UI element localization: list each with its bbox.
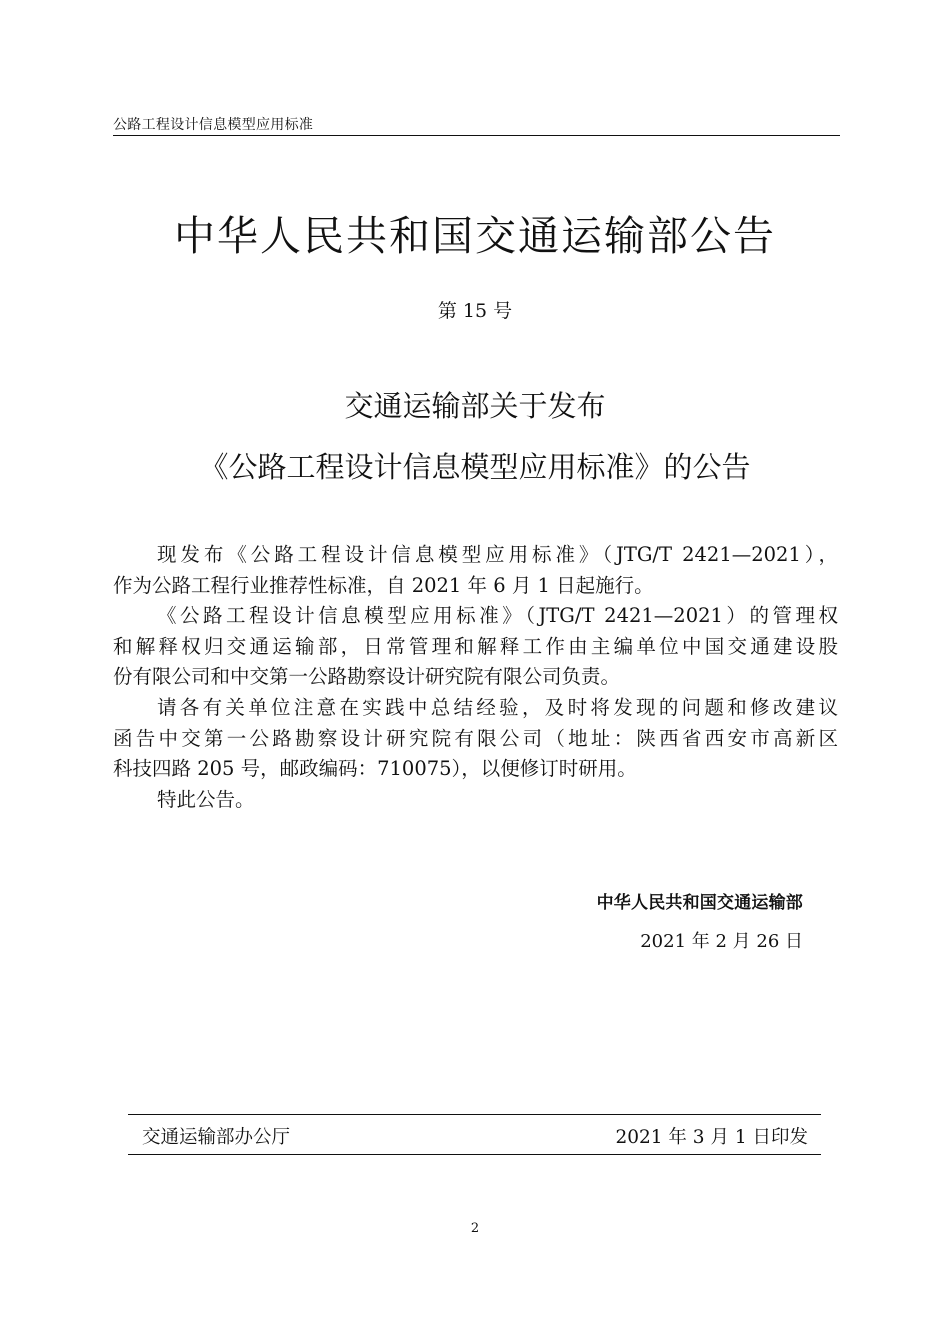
announcement-body bbox=[113, 540, 838, 815]
body-line: 《公路工程设计信息模型应用标准》（JTG/T 2421—2021）的管理权 bbox=[157, 604, 838, 628]
footer-divider-top bbox=[128, 1114, 821, 1115]
page-number: 2 bbox=[470, 1221, 480, 1236]
body-line: 作为公路工程行业推荐性标准，自 2021 年 6 月 1 日起施行。 bbox=[113, 573, 654, 597]
body-line: 现发布《公路工程设计信息模型应用标准》（JTG/T 2421—2021）， bbox=[157, 543, 838, 566]
footer-divider-bottom bbox=[128, 1154, 821, 1155]
body-line: 科技四路 205 号，邮政编码：710075），以便修订时研用。 bbox=[113, 757, 637, 781]
signature-date: 2021 年 2 月 26 日 bbox=[640, 931, 803, 952]
body-line: 请各有关单位注意在实践中总结经验，及时将发现的问题和修改建议 bbox=[157, 695, 838, 719]
announcement-number: 第 15 号 bbox=[437, 300, 513, 322]
signature-organization: 中华人民共和国交通运输部 bbox=[596, 893, 803, 913]
body-line: 特此公告。 bbox=[157, 787, 255, 811]
body-line: 函告中交第一公路勘察设计研究院有限公司（地址：陕西省西安市高新区 bbox=[113, 726, 838, 750]
announcement-title: 中华人民共和国交通运输部公告 bbox=[174, 212, 776, 260]
footer-office: 交通运输部办公厅 bbox=[142, 1127, 291, 1148]
announcement-subtitle-line-2: 《公路工程设计信息模型应用标准》的公告 bbox=[199, 450, 751, 484]
body-line: 和解释权归交通运输部，日常管理和解释工作由主编单位中国交通建设股 bbox=[113, 634, 838, 658]
body-line: 份有限公司和中交第一公路勘察设计研究院有限公司负责。 bbox=[113, 665, 621, 689]
footer-print-date: 2021 年 3 月 1 日印发 bbox=[615, 1127, 808, 1148]
header-divider bbox=[113, 135, 840, 136]
announcement-subtitle-line-1: 交通运输部关于发布 bbox=[344, 389, 606, 423]
running-header: 公路工程设计信息模型应用标准 bbox=[113, 117, 314, 133]
